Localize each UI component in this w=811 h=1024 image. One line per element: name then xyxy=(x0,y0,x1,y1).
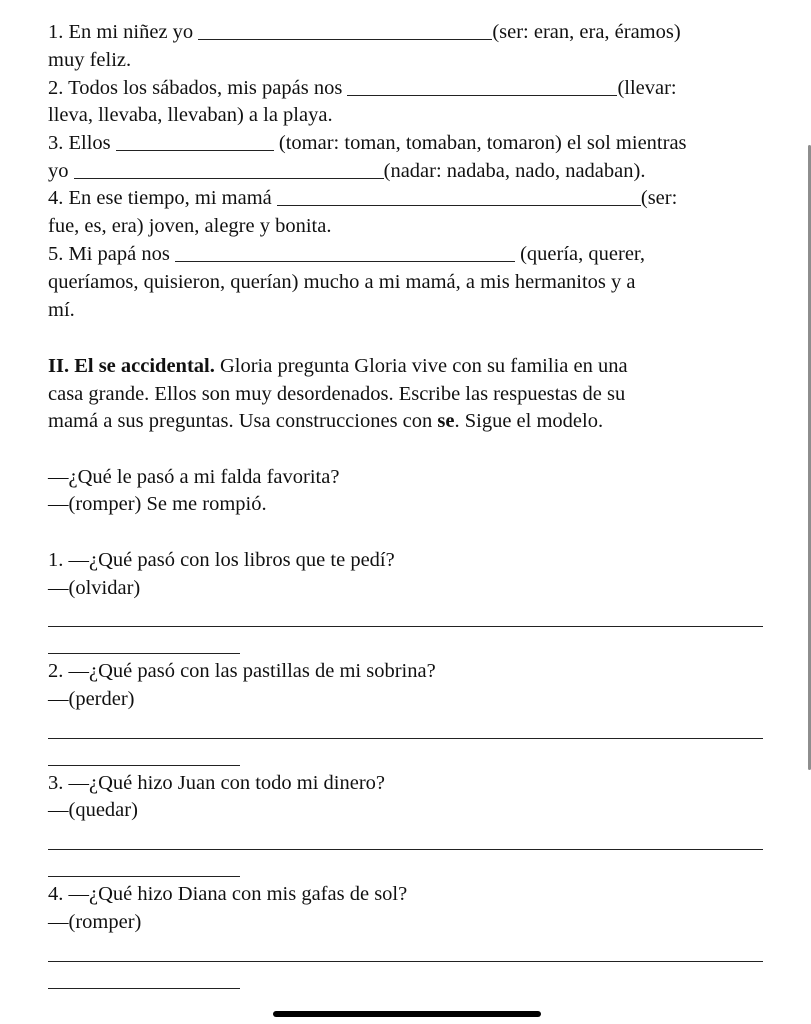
item1-answer-line[interactable] xyxy=(48,626,763,627)
q3-options: (tomar: toman, tomaban, tomaron) el sol mientras xyxy=(278,132,687,154)
q2-options: (llevar: xyxy=(617,77,677,99)
q3-blank-1[interactable] xyxy=(116,130,274,151)
q4-line1 xyxy=(48,185,677,211)
item1-verb: —(olvidar) xyxy=(48,577,141,599)
item3-question: 3. —¿Qué hizo Juan con todo mi dinero? xyxy=(48,772,386,794)
q4-text: 4. En ese tiempo, mi mamá xyxy=(48,187,272,209)
q4-options: (ser: xyxy=(640,187,678,209)
q4-blank[interactable] xyxy=(277,185,641,206)
item2-answer-line-2[interactable] xyxy=(48,765,240,766)
item2-question: 2. —¿Qué pasó con las pastillas de mi sobrina? xyxy=(48,660,436,682)
q5-line3: mí. xyxy=(48,299,75,321)
q1-line1 xyxy=(48,19,681,45)
q3-blank-2[interactable] xyxy=(74,158,384,179)
item1-answer-line-2[interactable] xyxy=(48,653,240,654)
q5-blank[interactable] xyxy=(175,241,515,262)
model-question: —¿Qué le pasó a mi falda favorita? xyxy=(48,466,340,488)
item4-answer-line-2[interactable] xyxy=(48,988,240,989)
q5-text: 5. Mi papá nos xyxy=(48,243,170,265)
q2-line2: lleva, llevaba, llevaban) a la playa. xyxy=(48,104,333,126)
q3-line1 xyxy=(48,130,687,156)
item3-verb: —(quedar) xyxy=(48,799,138,821)
item4-verb: —(romper) xyxy=(48,911,142,933)
q1-text: 1. En mi niñez yo xyxy=(48,21,194,43)
item3-answer-line[interactable] xyxy=(48,849,763,850)
home-indicator[interactable] xyxy=(273,1011,541,1017)
part2-intro-line1 xyxy=(48,353,628,379)
item1-question: 1. —¿Qué pasó con los libros que te pedí? xyxy=(48,549,395,571)
q2-text: 2. Todos los sábados, mis papás nos xyxy=(48,77,343,99)
item4-question: 4. —¿Qué hizo Diana con mis gafas de sol? xyxy=(48,883,408,905)
part2-intro-line2: casa grande. Ellos son muy desordenados. Escribe las respuestas de su xyxy=(48,383,626,405)
part2-intro-text-1: Gloria pregunta Gloria vive con su familia en una xyxy=(214,355,628,377)
part2-heading: II. El se accidental. xyxy=(48,355,215,377)
q5-options: (quería, querer, xyxy=(520,243,646,265)
part2-intro-text-3a: mamá a sus preguntas. Usa construcciones con xyxy=(48,410,438,432)
q3-line2 xyxy=(48,158,645,184)
q3-options-2: (nadar: nadaba, nado, nadaban). xyxy=(383,160,646,182)
q1-line2: muy feliz. xyxy=(48,49,132,71)
q2-blank[interactable] xyxy=(347,75,617,96)
q3-text: 3. Ellos xyxy=(48,132,111,154)
item2-verb: —(perder) xyxy=(48,688,135,710)
q1-blank[interactable] xyxy=(198,19,492,40)
item2-answer-line[interactable] xyxy=(48,738,763,739)
q5-line2: queríamos, quisieron, querían) mucho a mi mamá, a mis hermanitos y a xyxy=(48,271,636,293)
q2-line1 xyxy=(48,75,677,101)
part2-intro-line3 xyxy=(48,408,603,434)
item3-answer-line-2[interactable] xyxy=(48,876,240,877)
q1-options: (ser: eran, era, éramos) xyxy=(492,21,681,43)
q4-line2: fue, es, era) joven, alegre y bonita. xyxy=(48,215,332,237)
model-answer: —(romper) Se me rompió. xyxy=(48,493,267,515)
q5-line1 xyxy=(48,241,645,267)
part2-intro-text-3b: . Sigue el modelo. xyxy=(454,410,604,432)
part2-intro-bold-se: se xyxy=(437,410,455,432)
item4-answer-line[interactable] xyxy=(48,961,763,962)
q3-text-2: yo xyxy=(48,160,69,182)
